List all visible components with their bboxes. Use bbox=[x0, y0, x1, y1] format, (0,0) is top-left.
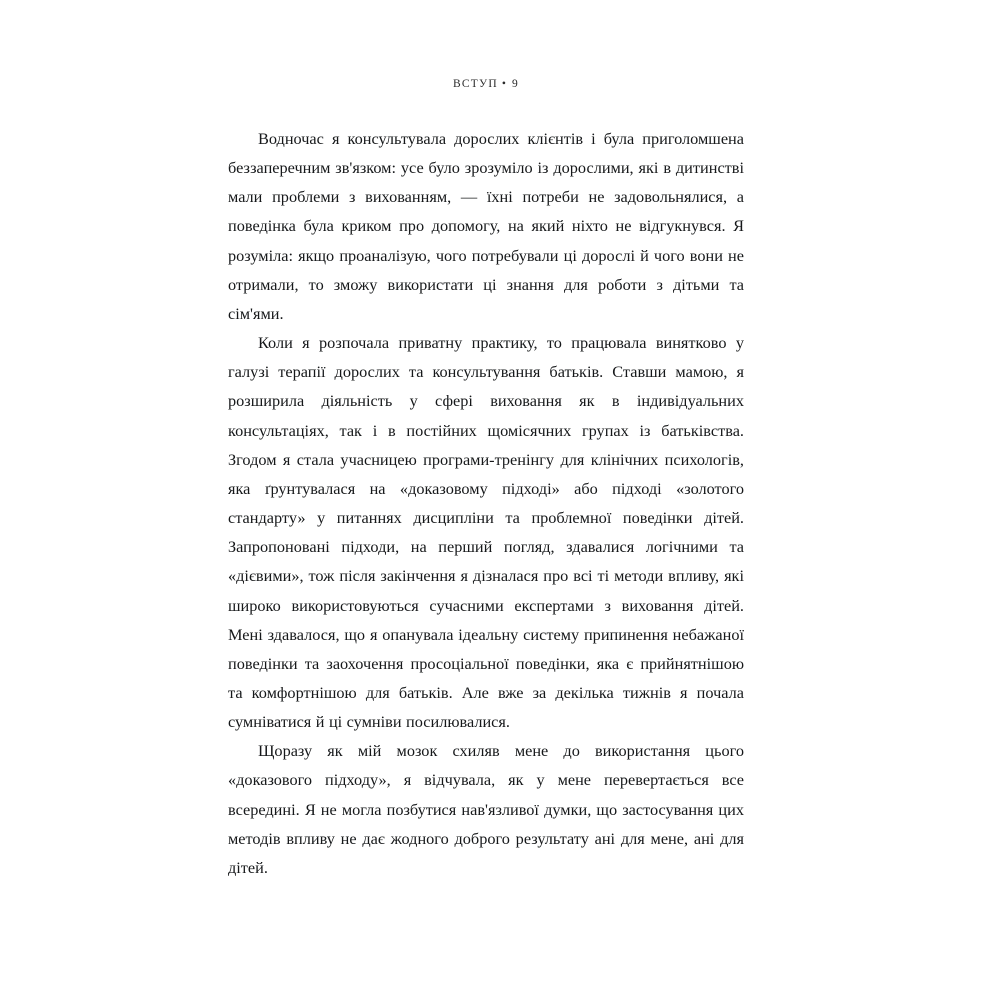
paragraph: Щоразу як мій мозок схиляв мене до використання цього «доказового підходу», я відчувала, як у мене перевертається все всередині. Я не могла позбутися нав'язливої думки, що застосування цих методів впливу не дає жодного доброго результату ані для мене, ані для дітей. bbox=[228, 741, 744, 877]
running-head bbox=[228, 78, 744, 90]
running-head-separator: • bbox=[501, 78, 508, 90]
running-head-chapter: ВСТУП bbox=[453, 78, 498, 90]
paragraph: Коли я розпочала приватну практику, то працювала винятково у галузі терапії дорослих та консультування батьків. Ставши мамою, я розширила діяльність у сфері виховання як в індивідуальних консультаціях, так і в постійних щомісячних групах із батьківства. Згодом я стала учасницею програми-тренінгу для клінічних психологів, яка ґрунтувалася на «доказовому підході» або підході «золотого стандарту» у питаннях дисципліни та проблемної поведінки дітей. Запропоновані підходи, на перший погляд, здавалися логічними та «дієвими», тож після закінчення я дізналася про всі ті методи впливу, які широко використовуються сучасними експертами з виховання дітей. Мені здавалося, що я опанувала ідеальну систему припинення небажаної поведінки та заохочення просоціальної поведінки, яка є прийнятнішою та комфортнішою для батьків. Але вже за декілька тижнів я почала сумніватися й ці сумніви посилювалися. bbox=[228, 333, 744, 732]
page-number: 9 bbox=[512, 78, 519, 90]
page-content-area bbox=[228, 78, 744, 882]
paragraph: Водночас я консультувала дорослих клієнтів і була приголомшена беззаперечним зв'язком: усе було зрозуміло із дорослими, які в дитинстві мали проблеми з вихованням, — їхні потреби не задовольнялися, а поведінка була криком про допомогу, на який ніхто не відгукнувся. Я розуміла: якщо проаналізую, чого потребували ці дорослі й чого вони не отримали, то зможу використати ці знання для роботи з дітьми та сім'ями. bbox=[228, 129, 744, 323]
body-text bbox=[228, 124, 744, 882]
